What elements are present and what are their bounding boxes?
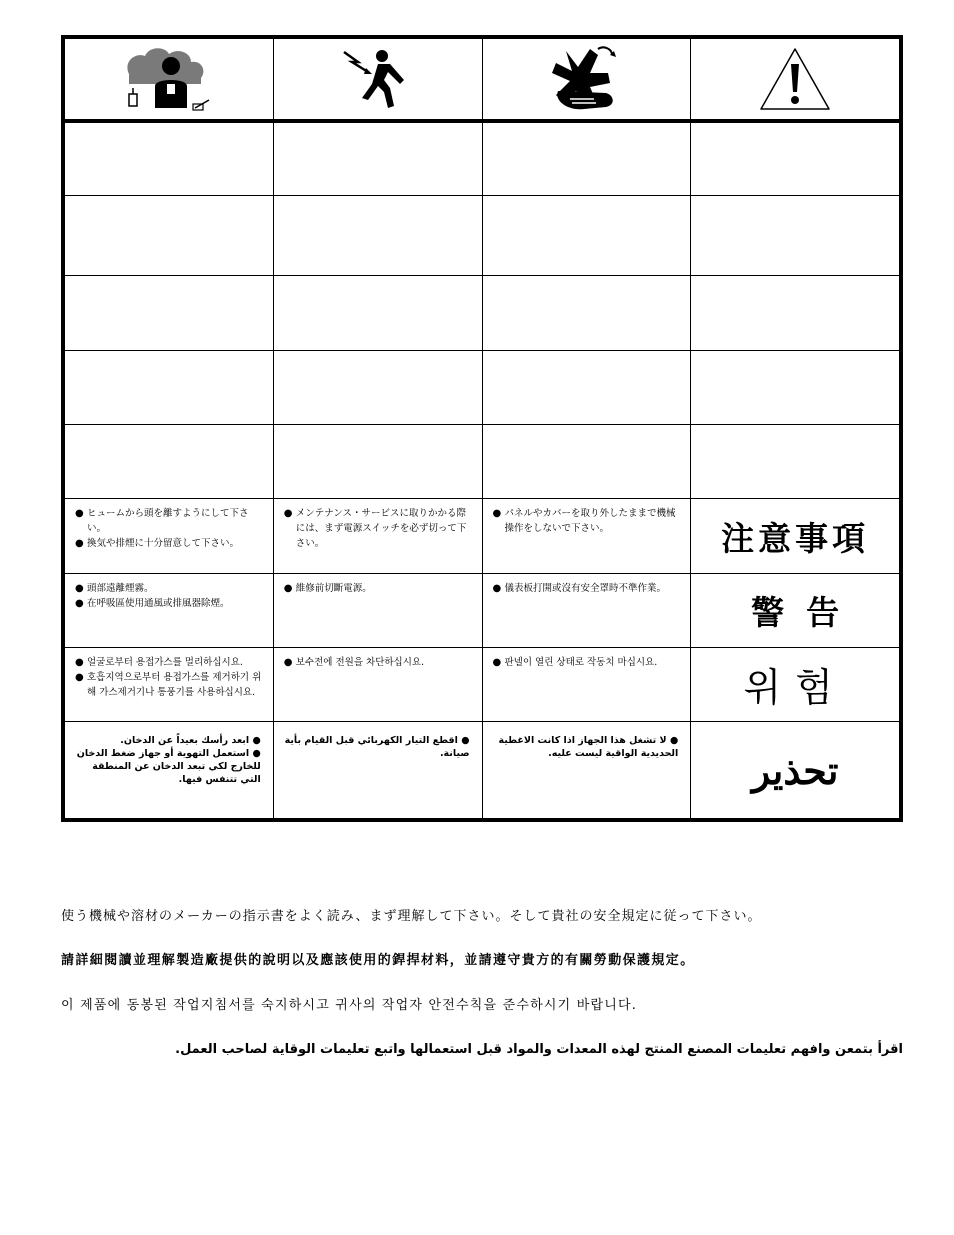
blank-row — [65, 350, 900, 424]
japanese-moving-cell — [482, 499, 691, 573]
bullet: ● — [283, 508, 293, 520]
japanese-fumes-cell — [65, 499, 274, 573]
fumes-text: 在呼吸區使用通風或排風器除煙。 — [87, 597, 230, 609]
shock-text: 보수전에 전원을 차단하십시요. — [295, 657, 425, 669]
bullet: ● — [75, 582, 84, 594]
arabic-fumes-cell: ● ابعد رأسك بعيداً عن الدخان. ● استعمل التهوية أو جهاز ضغط الدخان للخارج لكي تبعد الدخان عن المنطقة التي تتنفس فيها. — [65, 722, 274, 819]
electric-shock-icon — [338, 44, 418, 114]
korean-instruction: 이 제품에 동봉된 작업지침서를 숙지하시고 귀사의 작업자 안전수칙을 준수하시기 바랍니다. — [61, 998, 638, 1013]
electric-shock-icon-cell — [273, 39, 482, 121]
fumes-text: ヒュームから頭を離すようにして下さい。 — [87, 508, 249, 535]
fumes-text: 얼굴로부터 용접가스를 멀리하십시요. — [87, 657, 243, 669]
blank-row — [65, 276, 900, 350]
moving-parts-icon-cell — [482, 39, 691, 121]
chinese-moving-cell — [482, 573, 691, 647]
arabic-shock-cell: ● اقطع التيار الكهربائي قبل القيام بأية صيانة. — [273, 722, 482, 819]
japanese-signal-word-cell — [691, 499, 900, 573]
arabic-moving-cell: ● لا تشغل هذا الجهاز اذا كانت الاغطية الحديدية الواقية ليست عليه. — [482, 722, 691, 819]
korean-shock-cell — [273, 648, 482, 722]
korean-fumes-cell — [65, 648, 274, 722]
fumes-icon-cell — [65, 39, 274, 121]
moving-text: パネルやカバーを取り外したままで機械操作をしないで下さい。 — [504, 508, 676, 535]
signal-word: 警告 — [751, 592, 862, 632]
moving-parts-icon — [546, 43, 626, 115]
bullet: ● — [283, 582, 293, 594]
japanese-shock-cell — [273, 499, 482, 573]
fumes-icon — [121, 44, 217, 114]
blank-row — [65, 121, 900, 195]
shock-text: 維修前切斷電源。 — [295, 582, 372, 594]
moving-text: 판넬이 열린 상태로 작동치 마십시요. — [504, 657, 658, 669]
japanese-row — [65, 499, 900, 573]
warning-triangle-icon — [758, 46, 832, 112]
arabic-instruction: اقرأ بتمعن وافهم تعليمات المصنع المنتج لهذه المعدات والمواد قبل استعمالها واتبع تعليمات الوقاية لصاحب العمل. — [175, 1042, 903, 1057]
chinese-shock-cell — [273, 573, 482, 647]
bullet: ● — [492, 582, 502, 594]
japanese-instruction: 使う機械や溶材のメーカーの指示書をよく読み、まず理解して下さい。そして貴社の安全規定に従って下さい。 — [61, 909, 762, 924]
shock-text: اقطع التيار الكهربائي قبل القيام بأية صيانة. — [284, 735, 470, 760]
bullet: ● — [75, 538, 84, 550]
bullet: ● — [75, 672, 84, 684]
fumes-text: 頭部遠離煙霧。 — [87, 582, 154, 594]
blank-row — [65, 195, 900, 275]
fumes-text: ابعد رأسك بعيداً عن الدخان. — [120, 735, 250, 747]
chinese-row — [65, 573, 900, 647]
fumes-text: 換気や排煙に十分留意して下さい。 — [87, 538, 240, 550]
fumes-text: 호흡지역으로부터 용접가스를 제거하기 위해 가스제거기나 통풍기를 사용하십시요. — [87, 672, 262, 699]
warning-triangle-icon-cell — [691, 39, 900, 121]
bullet: ● — [492, 657, 502, 669]
bullet: ● — [492, 508, 502, 520]
bullet: ● — [75, 508, 84, 520]
moving-text: لا تشغل هذا الجهاز اذا كانت الاغطية الحديدية الواقية ليست عليه. — [498, 735, 679, 760]
arabic-row — [65, 722, 900, 819]
korean-signal-word-cell — [691, 648, 900, 722]
moving-text: 儀表板打開或沒有安全罩時不準作業。 — [504, 582, 667, 594]
blank-row — [65, 424, 900, 498]
bullet: ● — [75, 657, 84, 669]
signal-word: 위험 — [743, 665, 847, 711]
arabic-signal-word-cell — [691, 722, 900, 819]
fumes-text: استعمل التهوية أو جهاز ضغط الدخان للخارج لكي تبعد الدخان عن المنطقة التي تتنفس فيها. — [76, 748, 261, 786]
chinese-fumes-cell — [65, 573, 274, 647]
signal-word: 注意事項 — [721, 518, 870, 558]
chinese-instruction: 請詳細閱讀並理解製造廠提供的說明以及應該使用的銲捍材料，並請遵守貴方的有關勞動保護規定。 — [61, 953, 695, 968]
shock-text: メンテナンス・サービスに取りかかる際には、まず電源スイッチを必ず切って下さい。 — [295, 508, 467, 550]
bullet: ● — [283, 657, 293, 669]
chinese-signal-word-cell — [691, 573, 900, 647]
korean-moving-cell — [482, 648, 691, 722]
bullet: ● — [75, 597, 84, 609]
safety-warning-table — [61, 35, 903, 822]
icon-row — [65, 39, 900, 121]
signal-word: تحذير — [751, 747, 839, 793]
korean-row — [65, 648, 900, 722]
